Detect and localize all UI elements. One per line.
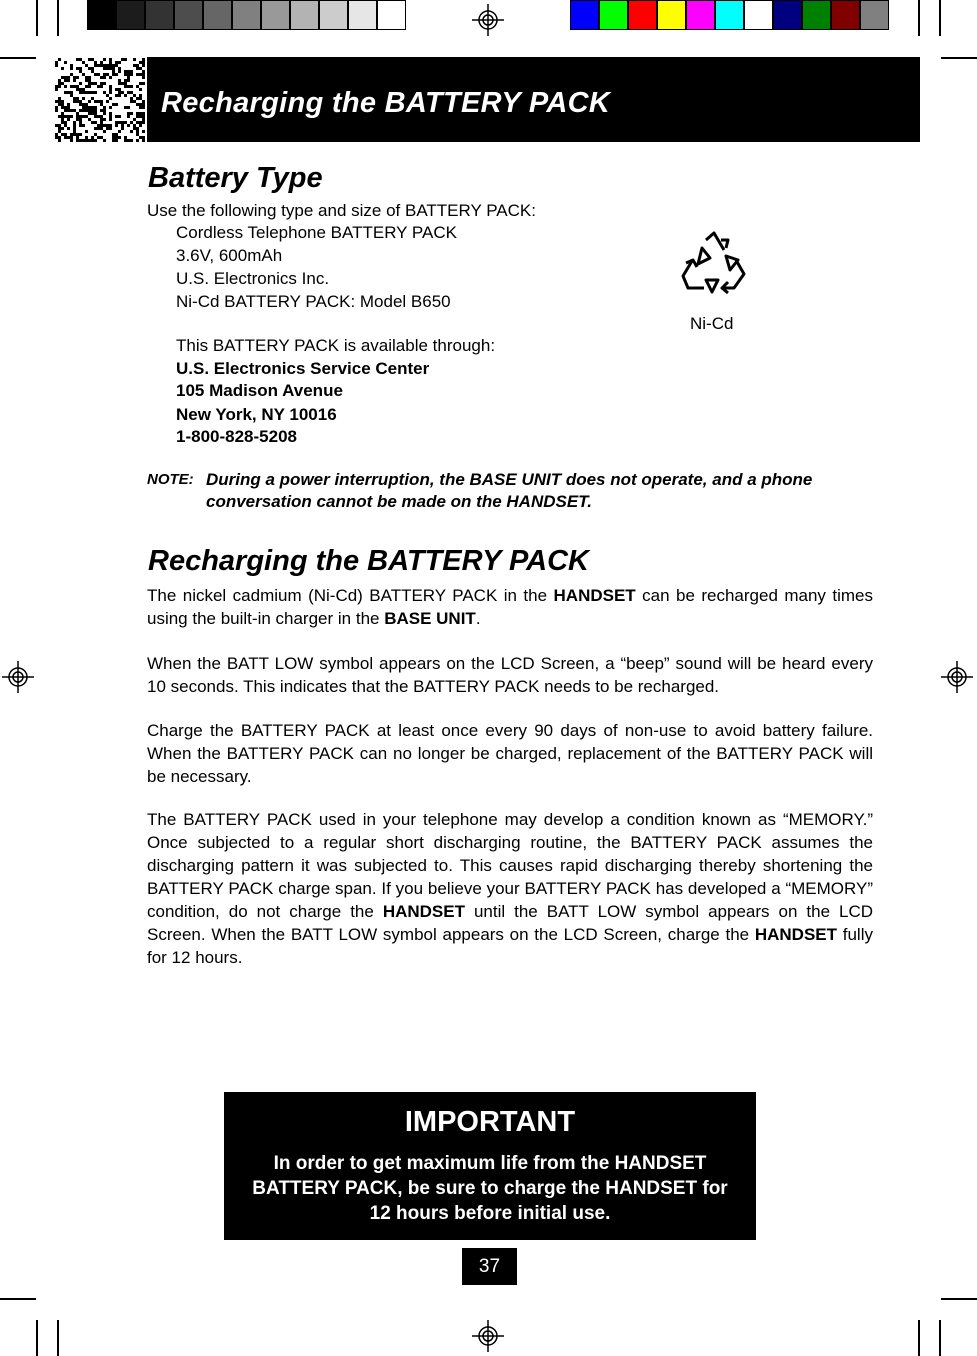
recharging-paragraph-2: When the BATT LOW symbol appears on the LCD Screen, a “beep” sound will be heard every 10 seconds. This indicates that the BATTERY PACK needs to be recharged. (147, 654, 873, 696)
spec-line: Cordless Telephone BATTERY PACK (176, 223, 457, 242)
color-swatch (174, 0, 203, 30)
color-swatch (831, 0, 860, 30)
address-line: New York, NY 10016 (176, 405, 337, 424)
crop-mark (57, 0, 59, 36)
crop-mark (0, 1298, 36, 1300)
crop-mark (0, 57, 36, 59)
crop-mark (57, 1320, 59, 1356)
recharging-paragraph-3: Charge the BATTERY PACK at least once every 90 days of non-use to avoid battery failure. When the BATTERY PACK can no longer be charged, replacement of the BATTERY PACK will be necessary. (147, 721, 873, 786)
color-swatch (145, 0, 174, 30)
recycle-icon (680, 230, 748, 296)
crop-mark (941, 1298, 977, 1300)
color-swatch (860, 0, 889, 30)
battery-type-intro: Use the following type and size of BATTERY PACK: (147, 201, 536, 220)
color-swatch (203, 0, 232, 30)
color-swatch (802, 0, 831, 30)
color-swatch (232, 0, 261, 30)
crop-mark (939, 1320, 941, 1356)
battery-type-heading: Battery Type (148, 162, 323, 194)
color-swatch (377, 0, 406, 30)
important-box (224, 1092, 756, 1240)
important-title: IMPORTANT (404, 1106, 576, 1138)
page-title: Recharging the BATTERY PACK (161, 87, 611, 119)
color-bar (570, 0, 889, 30)
crop-mark (939, 0, 941, 36)
color-swatch (773, 0, 802, 30)
color-swatch (261, 0, 290, 30)
color-swatch (715, 0, 744, 30)
address-line: 105 Madison Avenue (176, 381, 343, 400)
color-swatch (686, 0, 715, 30)
recharging-paragraph-4: The BATTERY PACK used in your telephone may develop a condition known as “MEMORY.” Once subjected to a regular short discharging routine, the BATTERY PACK assumes the discharging pattern it was subjected to. This causes rapid discharging thereby shortening the BATTERY PACK charge span. If you believe your BATTERY PACK has developed a “MEMORY” condition, do not charge the HANDSET until the BATT LOW symbol appears on the LCD Screen. When the BATT LOW symbol appears on the LCD Screen, charge the HANDSET fully for 12 hours. (147, 810, 874, 967)
available-text: This BATTERY PACK is available through: (176, 336, 496, 355)
color-swatch (116, 0, 145, 30)
recharging-paragraph-1: The nickel cadmium (Ni-Cd) BATTERY PACK in the HANDSET can be recharged many times using the built-in charger in the BASE UNIT. (147, 586, 873, 628)
registration-mark-icon (472, 4, 504, 36)
grayscale-bar (87, 0, 406, 30)
color-swatch (348, 0, 377, 30)
registration-mark-icon (941, 661, 973, 693)
color-swatch (657, 0, 686, 30)
crop-mark (941, 57, 977, 59)
recycle-label: Ni-Cd (690, 314, 734, 333)
color-swatch (319, 0, 348, 30)
color-swatch (599, 0, 628, 30)
note-label: NOTE: (147, 471, 194, 488)
crop-mark (36, 0, 38, 36)
crop-mark (918, 1320, 920, 1356)
spec-line: 3.6V, 600mAh (176, 246, 283, 265)
registration-mark-icon (2, 661, 34, 693)
color-swatch (87, 0, 116, 30)
spec-line: U.S. Electronics Inc. (176, 269, 330, 288)
important-text: In order to get maximum life from the HANDSET BATTERY PACK, be sure to charge the HANDSET for 12 hours before initial use. (252, 1153, 728, 1224)
note-text: During a power interruption, the BASE UNIT does not operate, and a phone conversation cannot be made on the HANDSET. (206, 470, 813, 511)
registration-mark-icon (472, 1320, 504, 1352)
page-number: 37 (462, 1248, 517, 1285)
color-swatch (570, 0, 599, 30)
spec-line: Ni-Cd BATTERY PACK: Model B650 (176, 292, 451, 311)
header-banner (147, 57, 920, 142)
recharging-heading: Recharging the BATTERY PACK (148, 545, 589, 577)
color-swatch (290, 0, 319, 30)
color-swatch (744, 0, 773, 30)
address-line: U.S. Electronics Service Center (176, 359, 430, 378)
address-line: 1-800-828-5208 (176, 427, 297, 446)
crop-mark (918, 0, 920, 36)
crop-mark (36, 1320, 38, 1356)
qr-code-icon (54, 57, 146, 142)
color-swatch (628, 0, 657, 30)
